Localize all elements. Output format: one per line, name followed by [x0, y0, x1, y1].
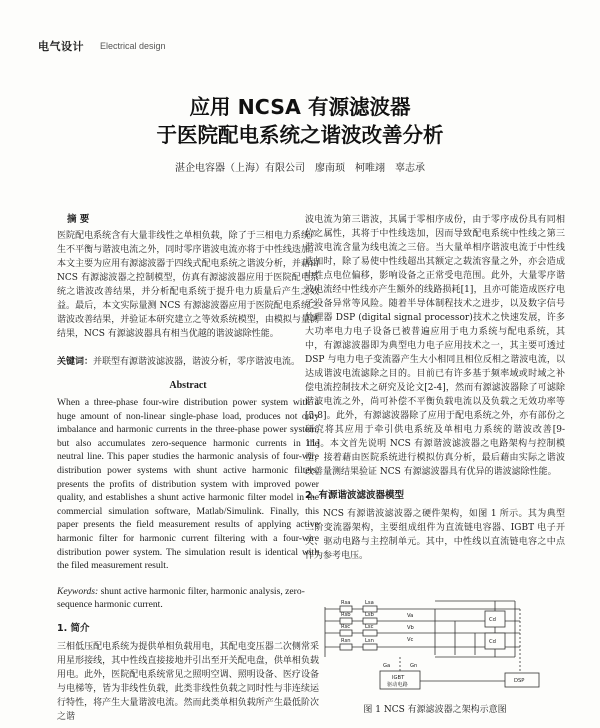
figure-1-circuit-diagram — [315, 595, 563, 695]
label-igbt: IGBT — [392, 675, 405, 681]
keywords-en-text: shunt active harmonic filter, harmonic analysis, zero-sequence harmonic current. — [57, 585, 305, 611]
keywords-cn-label: 关键词： — [57, 357, 94, 367]
label-drive-circuit: 驱动电路 — [387, 682, 408, 688]
paper-title-line1: 应用 NCSA 有源滤波器 — [189, 95, 411, 119]
label-va: Va — [407, 613, 414, 619]
intro-continued-text: 波电流为第三谐波，其属于零相序成份，由于零序成份具有同相位之属性，其将于中性线迭加，因而导致配电系统中性线之第三谐波电流含量为线电流之三倍。当大量单相序谐波电流于中性线迭加时，除了易使中性线超出其额定之载流容量之外，亦会造成中性点电位偏移，影响设备之正常受电范围。此外，大量零序谐波电流经中性线亦产生额外的线路损耗[1]，且亦可能造成医疗电子设备异常等风险。随着半导体制程技术之进步，以及数字信号处理器 DSP (digital signal processor)技术之快速发展，许多大功率电力电子设备已被普遍应用于电力系统与配电系统，其中，有源滤波器即为典型电力电子应用技术之一，其主要可透过 DSP 与电力电子变流器产生大小相同且相位反相之谐波电流，以达成谐波电流滤除之目的。目前已有许多基于频率域或时域之补偿电流控制技术之研究及论文[2-4]，然而有源滤波器除了可滤除谐波电流之外，尚可补偿不平衡负载电流以及负载之无效功率等[5-8]。此外，有源滤波器除了应用于配电系统之外，亦有部份之研究将其应用于牵引供电系统及单相电力系统的谐波改善[9-11]。本文首先说明 NCS 有源谐波滤波器之电路架构与控制模型，接着藉由医院系统进行模拟仿真分析，最后藉由实际之谐波改善量测结果验证 NCS 有源滤波器具有优异的谐波滤除性能。 — [305, 215, 565, 477]
paper-title-line2: 于医院配电系统之谐波改善分析 — [156, 123, 444, 147]
section2-text: NCS 有源谐波滤波器之硬件架构，如图 1 所示。其为典型二阶变流器架构，主要组成组件为直流链电容器、IGBT 电子开关、驱动电路与主控制单元。其中，中性线以直流链电容之中点作为参考电压。 — [305, 509, 565, 561]
journal-brand: 电气设计 — [38, 40, 84, 53]
label-lsa: Lsa — [365, 600, 374, 606]
section2-heading: 2. 有源谐波滤波器模型 — [305, 490, 405, 501]
label-gn: Gn — [410, 663, 418, 669]
label-lsc: Lsc — [365, 624, 374, 630]
right-column — [305, 213, 565, 563]
keywords-en-label: Keywords: — [57, 585, 99, 597]
keywords-cn — [57, 355, 319, 369]
impedance-blocks — [340, 606, 539, 689]
label-ga: Ga — [383, 663, 391, 669]
left-column — [57, 213, 319, 724]
label-vb: Vb — [407, 625, 414, 631]
label-dsp: DSP — [514, 678, 525, 684]
label-lsn: Lsn — [365, 638, 374, 644]
label-cd-top: Cd — [489, 617, 496, 623]
abstract-en-text: When a three-phase four-wire distribution power system with a huge amount of non-linear single-phase load, produces not only imbalance and harmonic currents in the three-phase power system, but also accumulates zero-sequence harmonic currents in the neutral line. This paper studies the harmonic analysis of four-wire distribution power systems with shunt active harmonic filters, presents the profits of distribution system with improved power quality, and establishes a shunt active harmonic filter model in the commercial simulation software, Matlab/Simulink. Finally, this paper presents the field measurement results of applying active harmonic filter for harmonic current filtering with a four-wire distribution power system. The simulation result is identical with the filed measurement result. — [57, 397, 319, 572]
label-rsn: Rsn — [341, 638, 351, 644]
label-rsa: Rsa — [341, 600, 351, 606]
abstract-cn-text: 医院配电系统含有大量非线性之单相负载，除了于三相电力系统产生不平衡与谐波电流之外，同时零序谐波电流亦将于中性线迭加。本文主要为应用有源滤波器于四线式配电系统之谐波分析，并藉由 NCS 有源滤波器之控制模型，仿真有源滤波器应用于医院配电系统之谐波改善结果，并分析配电系统于提升电力质量后产生之效益。最后，本文实际量测 NCS 有源滤波器应用于医院配电系统之谐波改善结果，并验证本研究建立之等效系统模型，由模拟与量测结果，NCS 有源滤波器具有相当优越的谐波滤除性能。 — [57, 231, 319, 339]
label-vc: Vc — [407, 637, 414, 643]
keywords-cn-text: 并联型有源谐波滤波器，谐波分析，零序谐波电流。 — [93, 357, 301, 367]
abstract-cn-heading: 摘 要 — [67, 214, 90, 225]
label-lsb: Lsb — [365, 612, 374, 618]
figure-1-caption: 图 1 NCS 有源滤波器之架构示意图 — [363, 705, 507, 715]
section1-text: 三相低压配电系统为提供单相负载用电，其配电变压器二次侧常采用星形接线，其中性线直接接地并引出至开关配电盘，供单相负载用电。此外，医院配电系统常见之照明空调、照明设备、医疗设备与电梯等，皆为非线性负载，此类非线性负载之同时性与非连续运行特性，将产生大量谐波电流。然而此类单相负载所产生最低阶次之谐 — [57, 641, 319, 722]
label-rsb: Rsb — [341, 612, 351, 618]
running-header — [38, 38, 166, 54]
label-cd-bottom: Cd — [489, 639, 496, 645]
keywords-en — [57, 585, 319, 612]
journal-section: Electrical design — [100, 41, 166, 51]
section1-heading: 1. 简介 — [57, 622, 90, 634]
author-line: 湛企电容器（上海）有限公司 廖南顼 柯唯翊 辜志承 — [175, 163, 425, 174]
label-rsc: Rsc — [341, 624, 351, 630]
abstract-en-heading: Abstract — [169, 380, 207, 391]
